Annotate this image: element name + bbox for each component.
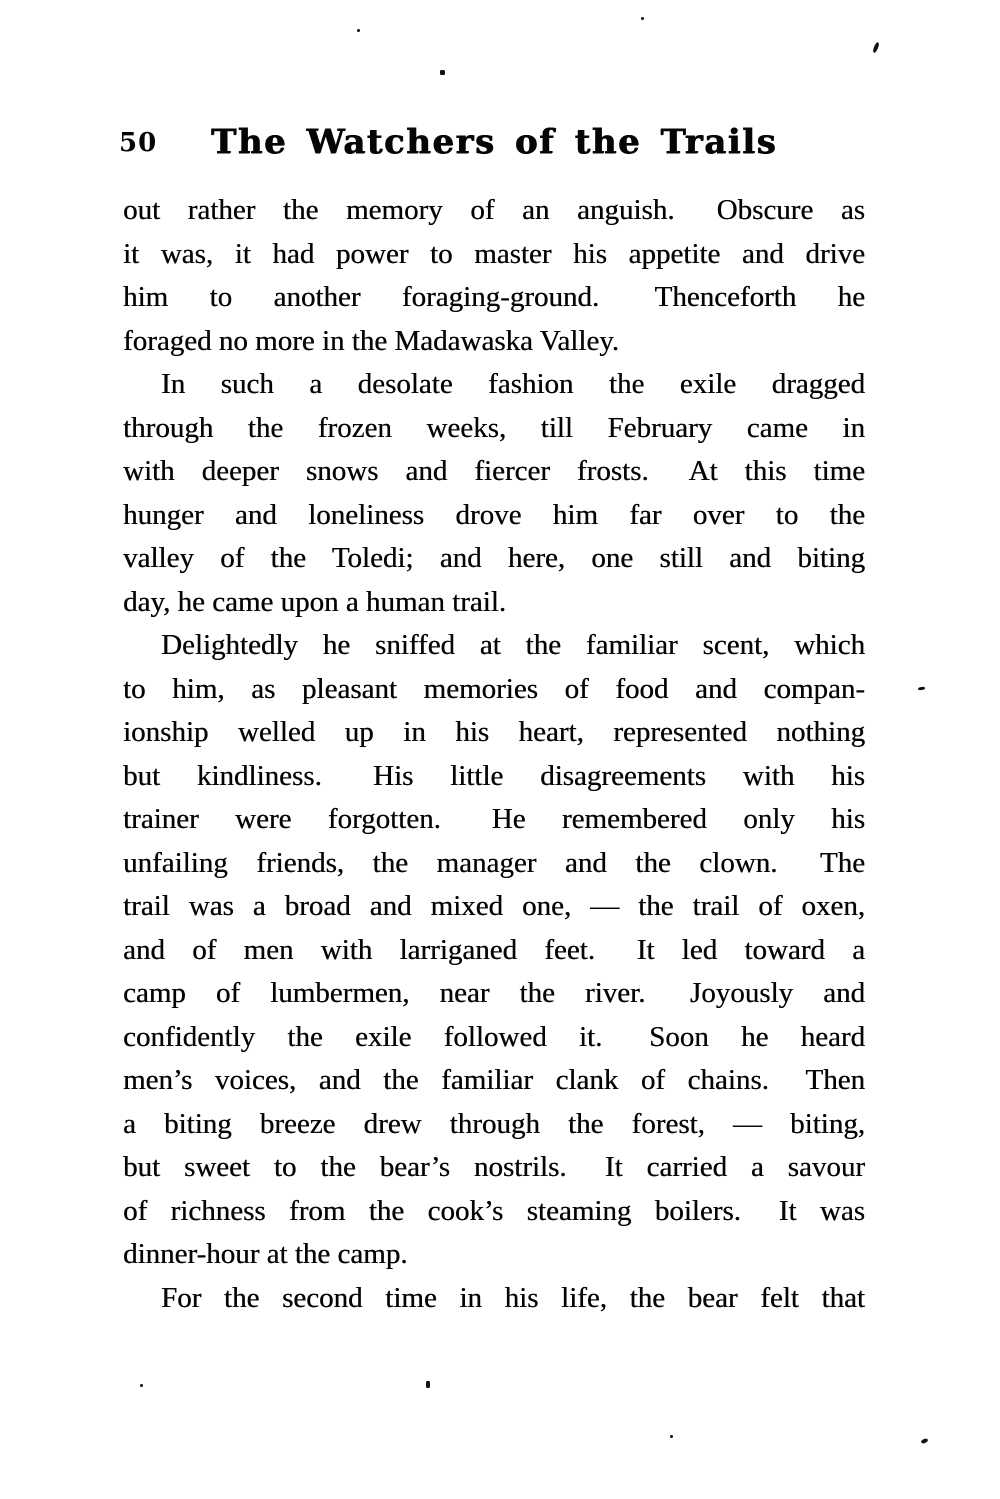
scan-speck [918, 687, 925, 691]
scan-speck [641, 17, 644, 20]
text-line: of richness from the cook’s steaming boilers. It was [123, 1194, 865, 1227]
text-line: hunger and loneliness drove him far over to the [123, 498, 865, 531]
text-line: foraged no more in the Madawaska Valley. [123, 324, 620, 357]
text-line: camp of lumbermen, near the river. Joyously and [123, 977, 865, 1009]
text-line: it was, it had power to master his appetite and drive [123, 237, 865, 270]
text-line: dinner-hour at the camp. [123, 1238, 408, 1270]
text-line: to him, as pleasant memories of food and compan- [123, 672, 865, 705]
text-line: unfailing friends, the manager and the clown. The [123, 846, 865, 879]
text-line: For the second time in his life, the bear felt that [161, 1281, 865, 1314]
text-line: with deeper snows and fiercer frosts. At this time [123, 455, 865, 487]
text-line: but kindliness. His little disagreements with his [123, 759, 865, 792]
text-line: day, he came upon a human trail. [123, 585, 507, 618]
scan-speck [872, 42, 880, 54]
text-line: Delightedly he sniffed at the familiar scent, which [161, 629, 865, 661]
text-line: In such a desolate fashion the exile dragged [161, 368, 865, 400]
text-line: men’s voices, and the familiar clank of chains. Then [123, 1064, 865, 1096]
text-line: valley of the Toledi; and here, one still and biting [123, 542, 865, 574]
text-line: and of men with larriganed feet. It led toward a [123, 933, 865, 966]
body-text [123, 189, 865, 1320]
text-line: through the frozen weeks, till February came in [123, 411, 865, 444]
scan-speck [357, 29, 360, 32]
text-line: but sweet to the bear’s nostrils. It carried a savour [123, 1151, 865, 1183]
text-line: out rather the memory of an anguish. Obscure as [123, 194, 865, 226]
running-head-title: The Watchers of the Trails [210, 122, 778, 162]
text-line: trail was a broad and mixed one, — the trail of oxen, [123, 890, 865, 922]
text-line: him to another foraging-ground. Thenceforth he [123, 281, 865, 313]
text-line: trainer were forgotten. He remembered only his [123, 803, 865, 835]
text-line: confidently the exile followed it. Soon he heard [123, 1020, 865, 1053]
scan-speck [440, 70, 445, 75]
scan-speck [140, 1384, 143, 1387]
page-number: 50 [119, 128, 158, 158]
scan-speck [426, 1381, 430, 1388]
text-line: ionship welled up in his heart, represented nothing [123, 716, 865, 748]
text-line: a biting breeze drew through the forest, — biting, [123, 1107, 865, 1140]
scan-speck [920, 1438, 928, 1445]
scan-speck [670, 1435, 673, 1438]
